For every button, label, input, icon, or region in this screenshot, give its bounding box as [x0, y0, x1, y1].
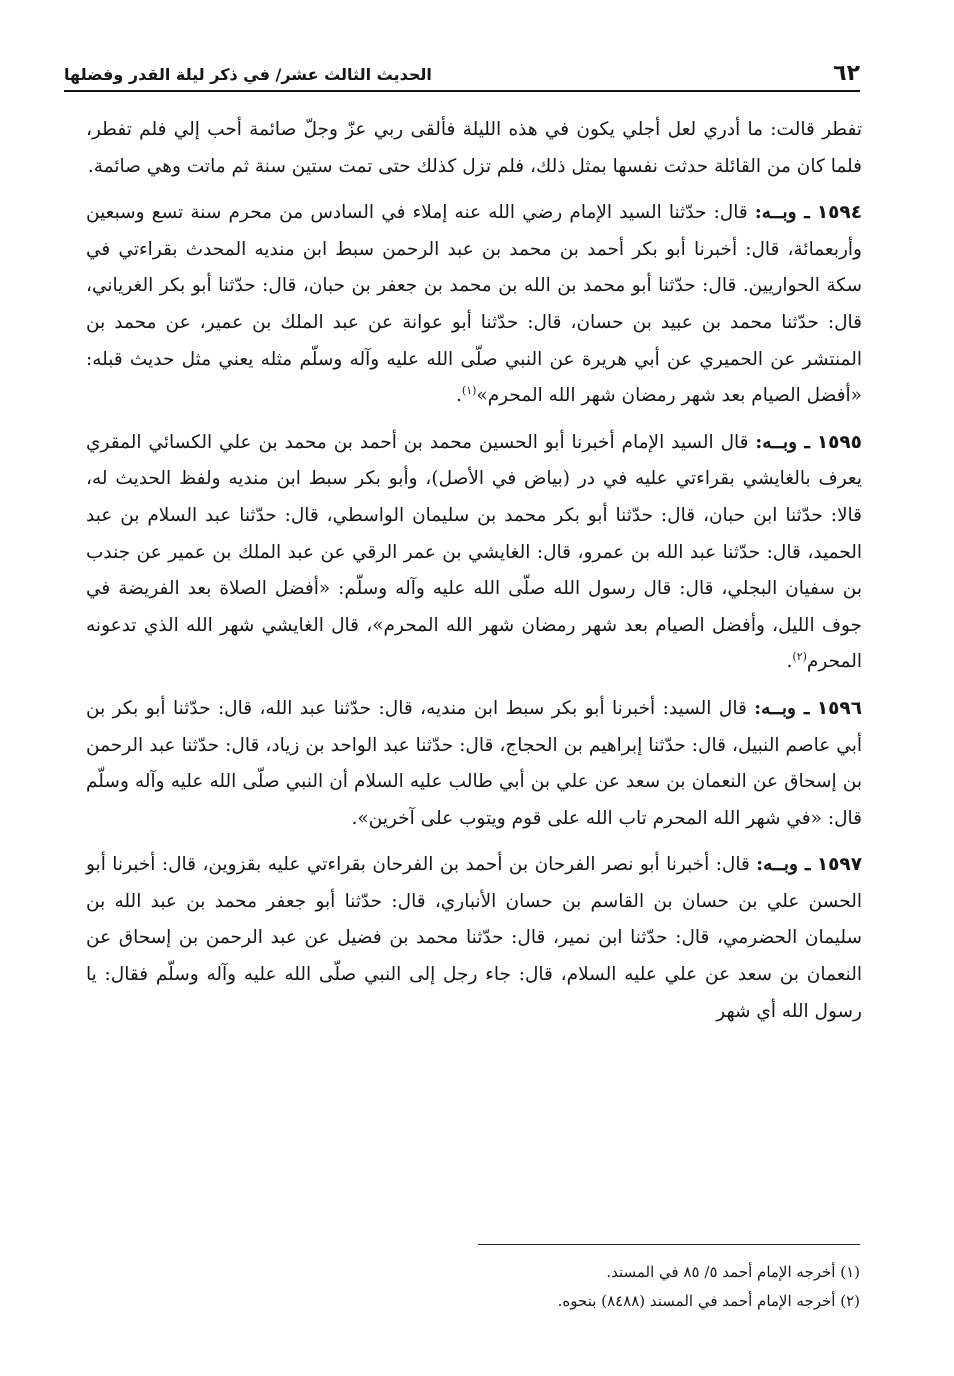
hadith-text: قال السيد: أخبرنا أبو بكر سبط ابن منديه، قال: حدّثنا عبد الله، قال: حدّثنا أبو بكر بن أبي عاصم النبيل، قال: حدّثنا إبراهيم بن الحجاج، قال: حدّثنا عبد الواحد بن زياد، قال: حدّثنا عبد الرحمن بن إسحاق عن النعمان بن سعد عن علي بن أبي طالب عليه السلام أن النبي صلّى الله عليه وآله وسلّم قال: «في شهر الله المحرم تاب الله على قوم ويتوب على آخرين». — [86, 697, 862, 829]
hadith-number: ١٥٩٥ — [816, 431, 862, 453]
hadith-end: . — [456, 385, 462, 407]
hadith-paragraph — [86, 691, 862, 837]
page-number: ٦٢ — [833, 61, 860, 86]
footnote-2: (٢) أخرجه الإمام أحمد في المسند (٨٤٨٨) بنحوه. — [557, 1292, 860, 1310]
hadith-number: ١٥٩٦ — [816, 697, 862, 719]
hadith-marker: ـ وبــه: — [754, 697, 810, 719]
main-text — [86, 112, 862, 1040]
footnote-1: (١) أخرجه الإمام أحمد ٥/ ٨٥ في المسند. — [606, 1263, 860, 1281]
hadith-marker: ـ وبــه: — [756, 854, 811, 876]
hadith-marker: ـ وبــه: — [754, 202, 810, 224]
hadith-text: قال: أخبرنا أبو نصر الفرحان بن أحمد بن الفرحان بقراءتي عليه بقزوين، قال: أخبرنا أبو الحسن علي بن حسان بن القاسم بن حسان الأنباري، قال: حدّثنا أبو جعفر محمد بن عبد الله بن سليمان الحضرمي، قال: حدّثنا ابن نمير، قال: حدّثنا محمد بن فضيل عن عبد الرحمن بن إسحاق عن النعمان بن سعد عن علي عليه السلام، قال: جاء رجل إلى النبي صلّى الله عليه وآله وسلّم فقال: يا رسول الله أي شهر — [86, 854, 862, 1022]
hadith-number: ١٥٩٧ — [816, 854, 862, 876]
opening-paragraph: تفطر قالت: ما أدري لعل أجلي يكون في هذه الليلة فألقى ربي عزّ وجلّ صائمة أحب إلي فلم تفطر، فلما كان من القائلة حدثت نفسها بمثل ذلك، فلم تزل كذلك حتى تمت ستين سنة ثم ماتت وهي صائمة. — [86, 119, 862, 177]
footnote-ref[interactable]: (١) — [461, 384, 477, 397]
footnotes — [300, 1258, 860, 1316]
hadith-text: قال السيد الإمام أخبرنا أبو الحسين محمد بن أحمد بن محمد بن علي الكسائي المقري يعرف بالغايشي بقراءتي عليه في در (بياض في الأصل)، وأبو بكر سبط ابن منديه ولفظ الحديث له، قالا: حدّثنا ابن حبان، قال: حدّثنا أبو بكر محمد بن سليمان الواسطي، قال: حدّثنا عبد السلام بن عبد الحميد، قال: حدّثنا عبد الله بن عمرو، قال: الغايشي بن عمر الرقي عن عبد الملك بن عمير عن جندب بن سفيان البجلي، قال: قال رسول الله صلّى الله عليه وآله وسلّم: «أفضل الصلاة بعد الفريضة في جوف الليل، وأفضل الصيام بعد شهر رمضان شهر الله المحرم»، قال الغايشي شهر الله الذي تدعونه المحرم — [86, 431, 862, 673]
running-title: الحديث الثالث عشر/ في ذكر ليلة القدر وفضلها — [64, 65, 432, 84]
hadith-end: . — [786, 651, 793, 673]
footnote-ref[interactable]: (٢) — [792, 650, 807, 664]
hadith-paragraph — [86, 195, 862, 415]
hadith-marker: ـ وبــه: — [755, 431, 810, 453]
hadith-text: قال: حدّثنا السيد الإمام رضي الله عنه إملاء في السادس من محرم سنة تسع وسبعين وأربعمائة، قال: أخبرنا أبو بكر أحمد بن محمد بن عبد الرحمن سبط ابن منديه المحدث بقراءتي في سكة الحواريين. قال: حدّثنا أبو محمد بن الله بن محمد بن جعفر بن حبان، قال: حدّثنا أبو بكر الغرياني، قال: حدّثنا محمد بن عبيد بن حسان، قال: حدّثنا أبو عوانة عن عبد الملك بن عمير، عن محمد بن المنتشر عن الحميري عن أبي هريرة عن النبي صلّى الله عليه وآله وسلّم مثله يعني مثل حديث قبله: «أفضل الصيام بعد شهر رمضان شهر الله المحرم» — [86, 202, 862, 407]
page-header — [64, 56, 860, 92]
hadith-paragraph — [86, 425, 862, 681]
hadith-paragraph — [86, 847, 862, 1030]
footnote-divider — [478, 1244, 860, 1245]
hadith-number: ١٥٩٤ — [816, 202, 863, 224]
